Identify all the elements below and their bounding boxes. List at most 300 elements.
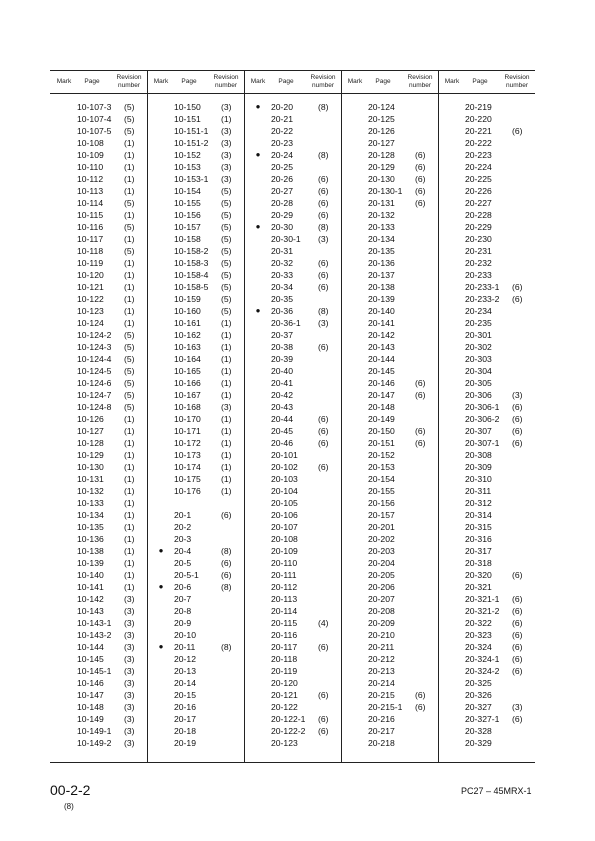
table-row — [50, 197, 147, 209]
table-row — [147, 113, 244, 125]
table-row — [244, 725, 341, 737]
page-ref: 20-307 — [465, 426, 492, 436]
page-ref: 20-122 — [271, 702, 298, 712]
table-row — [244, 461, 341, 473]
header-mark: Mark — [250, 78, 266, 85]
page-ref: 10-158 — [174, 234, 201, 244]
page-ref: 20-215-1 — [368, 702, 403, 712]
page-ref: 20-156 — [368, 498, 395, 508]
page-ref: 10-173 — [174, 450, 201, 460]
page-ref: 20-218 — [368, 738, 395, 748]
revision-number: (6) — [318, 186, 329, 196]
table-row — [147, 317, 244, 329]
page-ref: 20-112 — [271, 582, 298, 592]
page-ref: 20-321 — [465, 582, 492, 592]
revision-number: (6) — [512, 618, 523, 628]
table-row — [438, 305, 535, 317]
revision-number: (6) — [318, 726, 329, 736]
revision-number: (6) — [318, 258, 329, 268]
page-ref: 10-128 — [77, 438, 104, 448]
page-ref: 20-304 — [465, 366, 492, 376]
revision-number: (1) — [221, 462, 232, 472]
page-ref: 20-44 — [271, 414, 293, 424]
revision-number: (5) — [221, 282, 232, 292]
page-ref: 10-139 — [77, 558, 104, 568]
revision-number: (1) — [221, 414, 232, 424]
revision-number: (1) — [221, 486, 232, 496]
table-row — [147, 101, 244, 113]
page-ref: 20-302 — [465, 342, 492, 352]
revision-number: (6) — [415, 162, 426, 172]
page-ref: 10-126 — [77, 414, 104, 424]
page-ref: 20-31 — [271, 246, 293, 256]
revision-number: (1) — [124, 582, 135, 592]
page-ref: 20-19 — [174, 738, 196, 748]
revision-number: (6) — [318, 642, 329, 652]
page-ref: 20-21 — [271, 114, 293, 124]
table-row — [147, 125, 244, 137]
page-ref: 10-136 — [77, 534, 104, 544]
revision-number: (1) — [124, 498, 135, 508]
table-row — [50, 245, 147, 257]
revision-number: (6) — [512, 426, 523, 436]
table-row — [341, 149, 438, 161]
table-row — [341, 437, 438, 449]
revision-number: (5) — [124, 354, 135, 364]
page-ref: 10-124-7 — [77, 390, 112, 400]
revision-number: (1) — [221, 390, 232, 400]
revision-number: (6) — [318, 198, 329, 208]
table-row — [341, 101, 438, 113]
revision-number: (8) — [318, 102, 329, 112]
table-row — [147, 677, 244, 689]
table-row — [244, 473, 341, 485]
header-revision-line2: number — [214, 82, 238, 89]
header-revision-line2: number — [408, 82, 432, 89]
table-row — [50, 593, 147, 605]
revision-number: (1) — [124, 414, 135, 424]
table-row — [438, 377, 535, 389]
page-ref: 10-112 — [77, 174, 104, 184]
revision-number: (6) — [512, 414, 523, 424]
revision-number: (6) — [415, 198, 426, 208]
revision-number: (3) — [512, 702, 523, 712]
page-ref: 20-204 — [368, 558, 395, 568]
page-ref: 20-210 — [368, 630, 395, 640]
table-row — [244, 221, 341, 233]
page-ref: 10-109 — [77, 150, 104, 160]
page-ref: 20-228 — [465, 210, 492, 220]
revision-number: (1) — [124, 318, 135, 328]
page-ref: 10-156 — [174, 210, 201, 220]
page-ref: 10-153-1 — [174, 174, 209, 184]
page-ref: 20-122-2 — [271, 726, 306, 736]
revision-number: (1) — [221, 366, 232, 376]
page-ref: 20-143 — [368, 342, 395, 352]
table-row — [341, 305, 438, 317]
table-row — [341, 629, 438, 641]
table-row — [341, 401, 438, 413]
page-ref: 10-115 — [77, 210, 104, 220]
table-row — [244, 689, 341, 701]
table-row — [341, 245, 438, 257]
table-row — [147, 305, 244, 317]
table-row — [50, 725, 147, 737]
table-row — [438, 497, 535, 509]
page-revision: (8) — [64, 802, 74, 811]
page-ref: 20-111 — [271, 570, 297, 580]
page-ref: 10-119 — [77, 258, 104, 268]
table-row — [244, 557, 341, 569]
table-row — [50, 425, 147, 437]
table-row — [438, 401, 535, 413]
page-ref: 20-106 — [271, 510, 298, 520]
page-ref: 20-122-1 — [271, 714, 306, 724]
table-row — [341, 569, 438, 581]
table-row — [147, 233, 244, 245]
header-revision-number — [498, 74, 536, 90]
page-ref: 10-155 — [174, 198, 201, 208]
table-row — [341, 137, 438, 149]
header-page: Page — [181, 78, 197, 85]
page-ref: 20-205 — [368, 570, 395, 580]
table-row — [341, 665, 438, 677]
page-ref: 20-324-1 — [465, 654, 500, 664]
page-ref: 10-175 — [174, 474, 201, 484]
page-ref: 20-208 — [368, 606, 395, 616]
table-row — [438, 101, 535, 113]
table-row — [438, 413, 535, 425]
table-row — [341, 365, 438, 377]
page-ref: 20-38 — [271, 342, 293, 352]
table-row — [50, 461, 147, 473]
page-ref: 10-140 — [77, 570, 104, 580]
page-ref: 20-30-1 — [271, 234, 301, 244]
revision-number: (8) — [221, 546, 232, 556]
revision-number: (1) — [124, 294, 135, 304]
page-ref: 10-172 — [174, 438, 201, 448]
page-ref: 20-135 — [368, 246, 395, 256]
table-row — [244, 149, 341, 161]
page-ref: 20-149 — [368, 414, 395, 424]
page-ref: 20-3 — [174, 534, 192, 544]
page-ref: 20-126 — [368, 126, 395, 136]
table-row — [244, 665, 341, 677]
table-row — [341, 413, 438, 425]
header-revision-line1: Revision — [116, 74, 142, 81]
page-ref: 10-114 — [77, 198, 104, 208]
revision-number: (6) — [512, 630, 523, 640]
table-row — [341, 353, 438, 365]
page-ref: 20-37 — [271, 330, 293, 340]
revision-number: (6) — [318, 342, 329, 352]
revision-number: (1) — [221, 438, 232, 448]
page-ref: 20-224 — [465, 162, 492, 172]
table-row — [244, 209, 341, 221]
page-ref: 20-206 — [368, 582, 395, 592]
page-ref: 20-151 — [368, 438, 395, 448]
page-ref: 20-229 — [465, 222, 492, 232]
page-ref: 20-123 — [271, 738, 298, 748]
page-ref: 10-143-1 — [77, 618, 112, 628]
table-row — [50, 557, 147, 569]
revision-number: (5) — [124, 342, 135, 352]
table-row — [438, 521, 535, 533]
page-ref: 20-114 — [271, 606, 298, 616]
revision-number: (1) — [221, 354, 232, 364]
page-ref: 20-233-2 — [465, 294, 500, 304]
page-ref: 20-109 — [271, 546, 298, 556]
revision-number: (5) — [221, 198, 232, 208]
page-ref: 10-121 — [77, 282, 104, 292]
page-ref: 20-43 — [271, 402, 293, 412]
revision-number: (3) — [124, 666, 135, 676]
revision-number: (3) — [512, 390, 523, 400]
table-row — [50, 521, 147, 533]
revision-number: (6) — [318, 462, 329, 472]
revision-number: (1) — [124, 450, 135, 460]
table-row — [147, 209, 244, 221]
page-ref: 10-148 — [77, 702, 104, 712]
table-row — [147, 257, 244, 269]
page-ref: 20-306 — [465, 390, 492, 400]
header-revision-line2: number — [311, 82, 335, 89]
page-ref: 10-160 — [174, 306, 201, 316]
table-row — [438, 161, 535, 173]
table-row — [438, 605, 535, 617]
page-ref: 10-158-5 — [174, 282, 209, 292]
revision-number: (6) — [415, 150, 426, 160]
table-row — [244, 629, 341, 641]
table-row — [438, 437, 535, 449]
revision-number: (6) — [415, 378, 426, 388]
table-row — [50, 473, 147, 485]
revision-number: (3) — [221, 150, 232, 160]
page-ref: 10-124 — [77, 318, 104, 328]
revision-number: (6) — [318, 282, 329, 292]
table-row — [438, 149, 535, 161]
table-row — [147, 425, 244, 437]
table-row — [50, 125, 147, 137]
revision-number: (6) — [318, 210, 329, 220]
revision-number: (1) — [124, 570, 135, 580]
table-row — [438, 653, 535, 665]
page-ref: 20-137 — [368, 270, 395, 280]
table-row — [147, 413, 244, 425]
table-row — [147, 653, 244, 665]
table-row — [438, 341, 535, 353]
table-row — [244, 617, 341, 629]
page-ref: 10-122 — [77, 294, 104, 304]
revision-number: (6) — [512, 654, 523, 664]
page-ref: 10-118 — [77, 246, 104, 256]
page-ref: 10-135 — [77, 522, 104, 532]
table-row — [50, 449, 147, 461]
table-row — [50, 137, 147, 149]
column-divider — [341, 71, 342, 762]
table-row — [244, 413, 341, 425]
table-row — [438, 317, 535, 329]
table-row — [50, 737, 147, 749]
revision-number: (5) — [124, 378, 135, 388]
table-row — [244, 593, 341, 605]
revision-number: (3) — [124, 738, 135, 748]
revision-number: (5) — [124, 402, 135, 412]
page-ref: 20-232 — [465, 258, 492, 268]
page-ref: 10-164 — [174, 354, 201, 364]
table-row — [341, 113, 438, 125]
page-ref: 10-120 — [77, 270, 104, 280]
table-row — [244, 137, 341, 149]
table-row — [438, 569, 535, 581]
table-row — [341, 593, 438, 605]
table-row — [50, 161, 147, 173]
page-ref: 20-201 — [368, 522, 395, 532]
revision-number: (3) — [221, 102, 232, 112]
page-ref: 10-145-1 — [77, 666, 112, 676]
page-ref: 20-22 — [271, 126, 293, 136]
table-row — [244, 161, 341, 173]
revision-number: (1) — [124, 306, 135, 316]
table-row — [50, 209, 147, 221]
table-row — [50, 233, 147, 245]
page-ref: 10-162 — [174, 330, 201, 340]
table-row — [50, 185, 147, 197]
table-row — [147, 221, 244, 233]
revision-number: (1) — [221, 474, 232, 484]
page-ref: 10-133 — [77, 498, 104, 508]
page-column-4 — [341, 71, 438, 762]
revision-number: (8) — [221, 582, 232, 592]
page-ref: 20-32 — [271, 258, 293, 268]
table-row — [438, 677, 535, 689]
page-ref: 20-125 — [368, 114, 395, 124]
page-ref: 10-132 — [77, 486, 104, 496]
page-ref: 10-138 — [77, 546, 104, 556]
page-ref: 20-316 — [465, 534, 492, 544]
page-ref: 20-225 — [465, 174, 492, 184]
table-row — [438, 641, 535, 653]
page-ref: 20-148 — [368, 402, 395, 412]
page-ref: 20-107 — [271, 522, 298, 532]
revision-number: (1) — [124, 282, 135, 292]
table-row — [50, 485, 147, 497]
table-row — [438, 701, 535, 713]
table-row — [438, 737, 535, 749]
table-row — [244, 401, 341, 413]
page-ref: 20-141 — [368, 318, 395, 328]
table-row — [50, 497, 147, 509]
table-row — [244, 437, 341, 449]
page-ref: 20-4 — [174, 546, 192, 556]
table-row — [244, 533, 341, 545]
page-ref: 10-149-2 — [77, 738, 112, 748]
page-ref: 20-129 — [368, 162, 395, 172]
page-ref: 20-157 — [368, 510, 395, 520]
revision-number: (6) — [512, 294, 523, 304]
revision-number: (6) — [318, 438, 329, 448]
page-ref: 20-324-2 — [465, 666, 500, 676]
table-row — [438, 269, 535, 281]
revision-number: (6) — [415, 186, 426, 196]
revision-number: (1) — [221, 318, 232, 328]
table-row — [147, 449, 244, 461]
table-row — [244, 185, 341, 197]
table-row — [147, 365, 244, 377]
table-row — [341, 509, 438, 521]
page-ref: 20-9 — [174, 618, 192, 628]
table-row — [147, 329, 244, 341]
page-ref: 20-118 — [271, 654, 298, 664]
revision-mark: ● — [255, 102, 261, 111]
page-ref: 10-152 — [174, 150, 201, 160]
revision-number: (5) — [221, 270, 232, 280]
table-row — [341, 473, 438, 485]
table-row — [341, 617, 438, 629]
page-ref: 20-309 — [465, 462, 492, 472]
page-ref: 20-134 — [368, 234, 395, 244]
table-row — [147, 485, 244, 497]
table-row — [50, 569, 147, 581]
revision-number: (1) — [221, 426, 232, 436]
revision-number: (1) — [221, 330, 232, 340]
table-row — [244, 449, 341, 461]
revision-number: (3) — [221, 138, 232, 148]
table-row — [50, 389, 147, 401]
page-ref: 10-161 — [174, 318, 201, 328]
revision-number: (6) — [318, 414, 329, 424]
table-row — [147, 389, 244, 401]
page-ref: 10-170 — [174, 414, 201, 424]
table-row — [50, 581, 147, 593]
table-row — [147, 713, 244, 725]
page-ref: 20-214 — [368, 678, 395, 688]
header-page: Page — [84, 78, 100, 85]
table-row — [244, 365, 341, 377]
page-ref: 20-33 — [271, 270, 293, 280]
table-row — [341, 641, 438, 653]
revision-number: (1) — [124, 174, 135, 184]
page-ref: 20-15 — [174, 690, 196, 700]
table-row — [147, 353, 244, 365]
revision-number: (5) — [221, 186, 232, 196]
table-row — [147, 377, 244, 389]
table-row — [50, 401, 147, 413]
table-row — [438, 725, 535, 737]
table-row — [50, 689, 147, 701]
table-row — [147, 473, 244, 485]
page-ref: 10-107-5 — [77, 126, 112, 136]
revision-number: (3) — [221, 162, 232, 172]
page-ref: 20-321-1 — [465, 594, 500, 604]
page-ref: 20-14 — [174, 678, 196, 688]
page-ref: 20-29 — [271, 210, 293, 220]
page-ref: 10-124-4 — [77, 354, 112, 364]
table-row — [438, 245, 535, 257]
table-row — [50, 677, 147, 689]
revision-number: (6) — [512, 126, 523, 136]
header-revision-number — [401, 74, 439, 90]
table-row — [341, 257, 438, 269]
revision-number: (3) — [124, 606, 135, 616]
revision-number: (3) — [318, 234, 329, 244]
page-ref: 20-315 — [465, 522, 492, 532]
revision-number: (3) — [124, 630, 135, 640]
table-row — [147, 497, 244, 509]
revision-number: (5) — [221, 306, 232, 316]
revision-number: (1) — [124, 234, 135, 244]
table-row — [438, 329, 535, 341]
